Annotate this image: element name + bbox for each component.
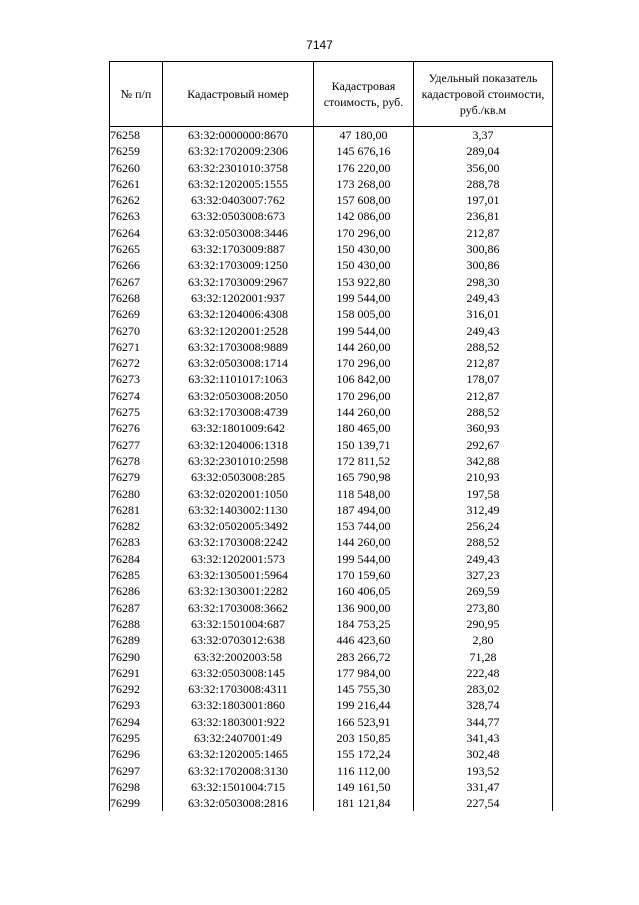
- table-row: [110, 665, 553, 681]
- row-number-cell: 76288: [110, 616, 163, 632]
- row-number-cell: 76281: [110, 502, 163, 518]
- row-number-cell: 76292: [110, 681, 163, 697]
- specific-value-cell: 269,59: [414, 583, 553, 599]
- row-number-cell: 76274: [110, 388, 163, 404]
- header-row-number: № п/п: [110, 62, 163, 127]
- table-row: [110, 730, 553, 746]
- row-number-cell: 76263: [110, 208, 163, 224]
- cadastral-value-cell: 166 523,91: [314, 714, 414, 730]
- row-number-cell: 76284: [110, 551, 163, 567]
- cadastral-value-cell: 150 430,00: [314, 241, 414, 257]
- row-number-cell: 76289: [110, 632, 163, 648]
- specific-value-cell: 327,23: [414, 567, 553, 583]
- table-row: [110, 486, 553, 502]
- table-row: [110, 290, 553, 306]
- row-number-cell: 76265: [110, 241, 163, 257]
- specific-value-cell: 356,00: [414, 160, 553, 176]
- cadastral-number-cell: 63:32:1703009:887: [163, 241, 314, 257]
- cadastral-number-cell: 63:32:1501004:715: [163, 779, 314, 795]
- row-number-cell: 76276: [110, 420, 163, 436]
- header-specific-value: Удельный показатель кадастровой стоимости, руб./кв.м: [414, 62, 553, 127]
- row-number-cell: 76277: [110, 437, 163, 453]
- table-row: [110, 697, 553, 713]
- table-row: [110, 534, 553, 550]
- table-row: [110, 795, 553, 811]
- row-number-cell: 76287: [110, 600, 163, 616]
- cadastral-value-cell: 184 753,25: [314, 616, 414, 632]
- specific-value-cell: 222,48: [414, 665, 553, 681]
- cadastral-value-cell: 144 260,00: [314, 534, 414, 550]
- table-row: [110, 241, 553, 257]
- specific-value-cell: 298,30: [414, 274, 553, 290]
- row-number-cell: 76270: [110, 323, 163, 339]
- cadastral-number-cell: 63:32:1303001:2282: [163, 583, 314, 599]
- table-row: [110, 779, 553, 795]
- table-row: [110, 420, 553, 436]
- table-row: [110, 257, 553, 273]
- table-row: [110, 143, 553, 159]
- row-number-cell: 76299: [110, 795, 163, 811]
- specific-value-cell: 360,93: [414, 420, 553, 436]
- table-row: [110, 306, 553, 322]
- table-row: [110, 632, 553, 648]
- table-row: [110, 225, 553, 241]
- cadastral-value-cell: 158 005,00: [314, 306, 414, 322]
- specific-value-cell: 256,24: [414, 518, 553, 534]
- cadastral-value-cell: 173 268,00: [314, 176, 414, 192]
- cadastral-value-cell: 199 544,00: [314, 290, 414, 306]
- cadastral-value-cell: 118 548,00: [314, 486, 414, 502]
- cadastral-number-cell: 63:32:1204006:1318: [163, 437, 314, 453]
- cadastral-number-cell: 63:32:0502005:3492: [163, 518, 314, 534]
- specific-value-cell: 178,07: [414, 371, 553, 387]
- cadastral-value-cell: 150 139,71: [314, 437, 414, 453]
- table-row: [110, 192, 553, 208]
- cadastral-value-cell: 283 266,72: [314, 649, 414, 665]
- specific-value-cell: 342,88: [414, 453, 553, 469]
- cadastral-value-cell: 157 608,00: [314, 192, 414, 208]
- cadastral-number-cell: 63:32:1101017:1063: [163, 371, 314, 387]
- table-row: [110, 127, 553, 144]
- specific-value-cell: 249,43: [414, 323, 553, 339]
- table-row: [110, 404, 553, 420]
- cadastral-value-cell: 176 220,00: [314, 160, 414, 176]
- table-row: [110, 616, 553, 632]
- cadastral-number-cell: 63:32:0403007:762: [163, 192, 314, 208]
- cadastral-value-cell: 446 423,60: [314, 632, 414, 648]
- cadastral-number-cell: 63:32:1703009:1250: [163, 257, 314, 273]
- table-row: [110, 208, 553, 224]
- table-row: [110, 681, 553, 697]
- cadastral-value-table: [109, 61, 553, 811]
- specific-value-cell: 288,52: [414, 339, 553, 355]
- cadastral-value-cell: 145 676,16: [314, 143, 414, 159]
- specific-value-cell: 300,86: [414, 257, 553, 273]
- cadastral-value-cell: 150 430,00: [314, 257, 414, 273]
- specific-value-cell: 316,01: [414, 306, 553, 322]
- cadastral-number-cell: 63:32:0503008:3446: [163, 225, 314, 241]
- specific-value-cell: 288,52: [414, 534, 553, 550]
- cadastral-number-cell: 63:32:0000000:8670: [163, 127, 314, 144]
- row-number-cell: 76275: [110, 404, 163, 420]
- cadastral-number-cell: 63:32:1803001:922: [163, 714, 314, 730]
- cadastral-number-cell: 63:32:1202005:1465: [163, 746, 314, 762]
- cadastral-number-cell: 63:32:1703009:2967: [163, 274, 314, 290]
- specific-value-cell: 292,67: [414, 437, 553, 453]
- cadastral-value-cell: 106 842,00: [314, 371, 414, 387]
- cadastral-number-cell: 63:32:2301010:2598: [163, 453, 314, 469]
- specific-value-cell: 273,80: [414, 600, 553, 616]
- specific-value-cell: 249,43: [414, 551, 553, 567]
- specific-value-cell: 288,78: [414, 176, 553, 192]
- specific-value-cell: 302,48: [414, 746, 553, 762]
- cadastral-value-cell: 170 296,00: [314, 388, 414, 404]
- cadastral-value-cell: 144 260,00: [314, 339, 414, 355]
- page-number: 7147: [306, 38, 333, 52]
- table-row: [110, 388, 553, 404]
- cadastral-number-cell: 63:32:1202001:573: [163, 551, 314, 567]
- cadastral-number-cell: 63:32:1305001:5964: [163, 567, 314, 583]
- table-row: [110, 714, 553, 730]
- specific-value-cell: 227,54: [414, 795, 553, 811]
- cadastral-number-cell: 63:32:1803001:860: [163, 697, 314, 713]
- specific-value-cell: 283,02: [414, 681, 553, 697]
- cadastral-number-cell: 63:32:1202001:937: [163, 290, 314, 306]
- table-row: [110, 518, 553, 534]
- specific-value-cell: 236,81: [414, 208, 553, 224]
- specific-value-cell: 249,43: [414, 290, 553, 306]
- specific-value-cell: 341,43: [414, 730, 553, 746]
- cadastral-value-cell: 170 296,00: [314, 225, 414, 241]
- cadastral-number-cell: 63:32:0503008:673: [163, 208, 314, 224]
- cadastral-number-cell: 63:32:0503008:145: [163, 665, 314, 681]
- cadastral-value-cell: 180 465,00: [314, 420, 414, 436]
- row-number-cell: 76260: [110, 160, 163, 176]
- row-number-cell: 76261: [110, 176, 163, 192]
- cadastral-number-cell: 63:32:1703008:4739: [163, 404, 314, 420]
- cadastral-value-cell: 172 811,52: [314, 453, 414, 469]
- table-row: [110, 551, 553, 567]
- cadastral-number-cell: 63:32:0503008:285: [163, 469, 314, 485]
- cadastral-value-cell: 153 922,80: [314, 274, 414, 290]
- cadastral-value-cell: 145 755,30: [314, 681, 414, 697]
- cadastral-number-cell: 63:32:1703008:3662: [163, 600, 314, 616]
- table-row: [110, 583, 553, 599]
- cadastral-value-cell: 160 406,05: [314, 583, 414, 599]
- row-number-cell: 76280: [110, 486, 163, 502]
- cadastral-number-cell: 63:32:1202001:2528: [163, 323, 314, 339]
- cadastral-value-cell: 136 900,00: [314, 600, 414, 616]
- cadastral-number-cell: 63:32:1204006:4308: [163, 306, 314, 322]
- cadastral-number-cell: 63:32:0503008:2816: [163, 795, 314, 811]
- specific-value-cell: 197,01: [414, 192, 553, 208]
- table-body: [110, 127, 553, 812]
- row-number-cell: 76266: [110, 257, 163, 273]
- cadastral-value-cell: 153 744,00: [314, 518, 414, 534]
- row-number-cell: 76262: [110, 192, 163, 208]
- cadastral-value-cell: 177 984,00: [314, 665, 414, 681]
- cadastral-value-cell: 187 494,00: [314, 502, 414, 518]
- row-number-cell: 76268: [110, 290, 163, 306]
- cadastral-value-cell: 165 790,98: [314, 469, 414, 485]
- specific-value-cell: 212,87: [414, 388, 553, 404]
- cadastral-number-cell: 63:32:1702008:3130: [163, 763, 314, 779]
- cadastral-number-cell: 63:32:1801009:642: [163, 420, 314, 436]
- table-row: [110, 437, 553, 453]
- table-header: [110, 62, 553, 127]
- cadastral-value-cell: 199 216,44: [314, 697, 414, 713]
- cadastral-value-cell: 144 260,00: [314, 404, 414, 420]
- specific-value-cell: 193,52: [414, 763, 553, 779]
- row-number-cell: 76273: [110, 371, 163, 387]
- cadastral-number-cell: 63:32:2301010:3758: [163, 160, 314, 176]
- row-number-cell: 76269: [110, 306, 163, 322]
- header-cadastral-number: Кадастровый номер: [163, 62, 314, 127]
- specific-value-cell: 328,74: [414, 697, 553, 713]
- row-number-cell: 76297: [110, 763, 163, 779]
- specific-value-cell: 312,49: [414, 502, 553, 518]
- cadastral-value-cell: 181 121,84: [314, 795, 414, 811]
- cadastral-number-cell: 63:32:2002003:58: [163, 649, 314, 665]
- specific-value-cell: 290,95: [414, 616, 553, 632]
- table-row: [110, 339, 553, 355]
- specific-value-cell: 344,77: [414, 714, 553, 730]
- header-cadastral-value: Кадастровая стоимость, руб.: [314, 62, 414, 127]
- table-row: [110, 274, 553, 290]
- specific-value-cell: 300,86: [414, 241, 553, 257]
- row-number-cell: 76294: [110, 714, 163, 730]
- row-number-cell: 76293: [110, 697, 163, 713]
- row-number-cell: 76291: [110, 665, 163, 681]
- specific-value-cell: 71,28: [414, 649, 553, 665]
- cadastral-value-cell: 116 112,00: [314, 763, 414, 779]
- cadastral-value-cell: 47 180,00: [314, 127, 414, 144]
- cadastral-value-cell: 170 296,00: [314, 355, 414, 371]
- table-row: [110, 160, 553, 176]
- cadastral-number-cell: 63:32:2407001:49: [163, 730, 314, 746]
- specific-value-cell: 288,52: [414, 404, 553, 420]
- cadastral-value-cell: 155 172,24: [314, 746, 414, 762]
- cadastral-number-cell: 63:32:1703008:2242: [163, 534, 314, 550]
- row-number-cell: 76278: [110, 453, 163, 469]
- table-row: [110, 600, 553, 616]
- table-row: [110, 763, 553, 779]
- cadastral-number-cell: 63:32:0703012:638: [163, 632, 314, 648]
- table-row: [110, 323, 553, 339]
- cadastral-value-cell: 203 150,85: [314, 730, 414, 746]
- row-number-cell: 76295: [110, 730, 163, 746]
- specific-value-cell: 212,87: [414, 225, 553, 241]
- row-number-cell: 76282: [110, 518, 163, 534]
- specific-value-cell: 197,58: [414, 486, 553, 502]
- row-number-cell: 76285: [110, 567, 163, 583]
- specific-value-cell: 212,87: [414, 355, 553, 371]
- table-row: [110, 567, 553, 583]
- cadastral-value-cell: 142 086,00: [314, 208, 414, 224]
- row-number-cell: 76259: [110, 143, 163, 159]
- row-number-cell: 76290: [110, 649, 163, 665]
- cadastral-number-cell: 63:32:1501004:687: [163, 616, 314, 632]
- cadastral-number-cell: 63:32:0503008:2050: [163, 388, 314, 404]
- cadastral-number-cell: 63:32:1403002:1130: [163, 502, 314, 518]
- table-row: [110, 371, 553, 387]
- cadastral-number-cell: 63:32:1702009:2306: [163, 143, 314, 159]
- specific-value-cell: 210,93: [414, 469, 553, 485]
- row-number-cell: 76283: [110, 534, 163, 550]
- cadastral-value-cell: 170 159,60: [314, 567, 414, 583]
- cadastral-number-cell: 63:32:0202001:1050: [163, 486, 314, 502]
- row-number-cell: 76271: [110, 339, 163, 355]
- specific-value-cell: 2,80: [414, 632, 553, 648]
- row-number-cell: 76286: [110, 583, 163, 599]
- row-number-cell: 76267: [110, 274, 163, 290]
- row-number-cell: 76264: [110, 225, 163, 241]
- row-number-cell: 76298: [110, 779, 163, 795]
- row-number-cell: 76258: [110, 127, 163, 144]
- table-row: [110, 355, 553, 371]
- cadastral-number-cell: 63:32:0503008:1714: [163, 355, 314, 371]
- specific-value-cell: 331,47: [414, 779, 553, 795]
- cadastral-number-cell: 63:32:1202005:1555: [163, 176, 314, 192]
- row-number-cell: 76272: [110, 355, 163, 371]
- cadastral-number-cell: 63:32:1703008:9889: [163, 339, 314, 355]
- cadastral-value-cell: 149 161,50: [314, 779, 414, 795]
- table-row: [110, 469, 553, 485]
- cadastral-number-cell: 63:32:1703008:4311: [163, 681, 314, 697]
- table-row: [110, 649, 553, 665]
- row-number-cell: 76279: [110, 469, 163, 485]
- specific-value-cell: 289,04: [414, 143, 553, 159]
- table-row: [110, 176, 553, 192]
- row-number-cell: 76296: [110, 746, 163, 762]
- table-row: [110, 453, 553, 469]
- specific-value-cell: 3,37: [414, 127, 553, 144]
- cadastral-value-cell: 199 544,00: [314, 551, 414, 567]
- table-row: [110, 502, 553, 518]
- cadastral-value-cell: 199 544,00: [314, 323, 414, 339]
- table-row: [110, 746, 553, 762]
